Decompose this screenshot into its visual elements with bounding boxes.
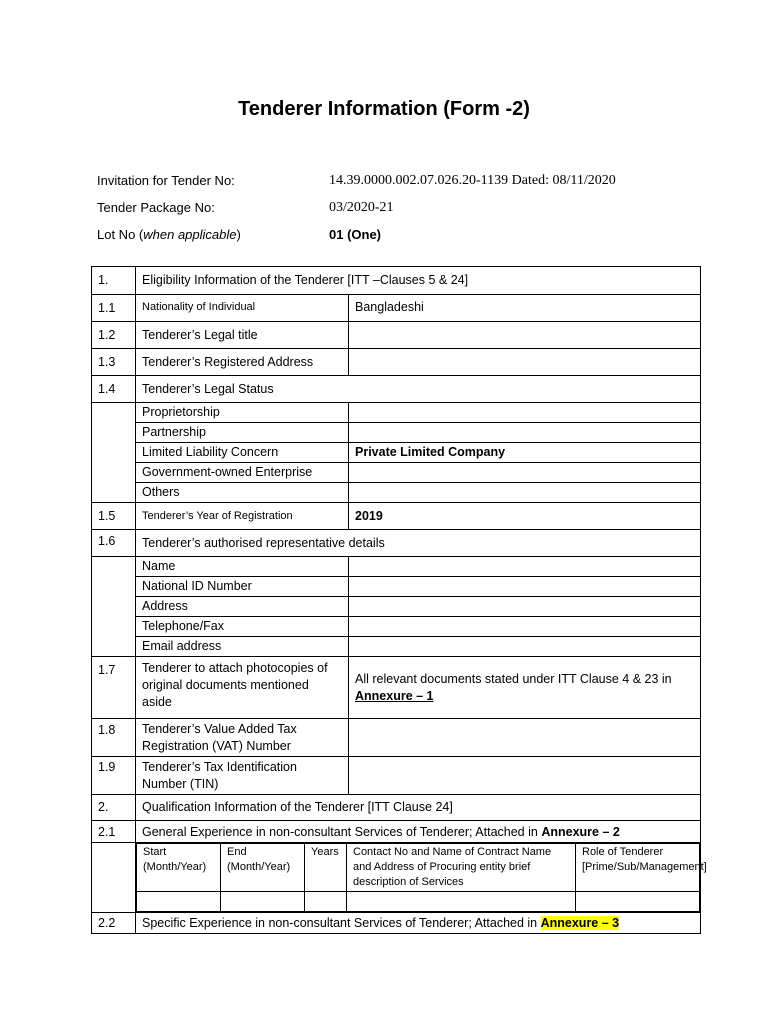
registered-address-label: Tenderer’s Registered Address [136,349,349,376]
experience-table-cell [136,843,707,913]
section-2-title: Qualification Information of the Tenderer [ITT Clause 24] [136,795,701,821]
experience-table [136,843,707,912]
invitation-label: Invitation for Tender No: [97,173,235,188]
page-title: Tenderer Information (Form -2) [238,98,530,120]
row-number: 1.7 [92,657,136,719]
legal-status-label: Tenderer’s Legal Status [136,376,701,403]
vat-value[interactable] [349,719,701,757]
legal-status-value[interactable]: Private Limited Company [349,443,701,463]
lot-label: Lot No (when applicable) [97,227,241,242]
year-registration-value[interactable]: 2019 [349,503,701,530]
legal-status-row [92,483,701,503]
legal-status-value[interactable] [349,483,701,503]
legal-status-value[interactable] [349,463,701,483]
rep-row [92,637,701,657]
experience-cell[interactable] [305,892,347,912]
legal-status-row [92,443,701,463]
row-2-2 [92,913,701,934]
legal-title-label: Tenderer’s Legal title [136,322,349,349]
row-number: 1.3 [92,349,136,376]
row-number: 1.8 [92,719,136,757]
legal-status-row [92,403,701,423]
registered-address-value[interactable] [349,349,701,376]
column-header-contract: Contact No and Name of Contract Name and Address of Procuring entity brief description of Services [347,844,576,892]
experience-empty-row [137,892,700,912]
experience-cell[interactable] [576,892,700,912]
row-1-7 [92,657,701,719]
package-label: Tender Package No: [97,200,215,215]
annexure-3-label: Annexure – 3 [540,916,620,930]
attach-documents-value: All relevant documents stated under ITT Clause 4 & 23 in Annexure – 1 [349,657,701,719]
row-number: 1.6 [92,530,136,557]
rep-field-value[interactable] [349,617,701,637]
specific-experience-label: Specific Experience in non-consultant Services of Tenderer; Attached in Annexure – 3 [136,913,701,934]
column-header-end: End (Month/Year) [221,844,305,892]
package-value: 03/2020-21 [329,200,394,215]
column-header-years: Years [305,844,347,892]
rep-field-label: Address [136,597,349,617]
row-2-1 [92,821,701,843]
year-registration-label: Tenderer’s Year of Registration [136,503,349,530]
rep-field-value[interactable] [349,557,701,577]
experience-cell[interactable] [221,892,305,912]
legal-status-option: Proprietorship [136,403,349,423]
experience-cell[interactable] [347,892,576,912]
row-number: 1.2 [92,322,136,349]
row-1-2 [92,322,701,349]
annexure-1-link[interactable]: Annexure – 1 [355,688,434,703]
legal-status-row [92,463,701,483]
row-1-4 [92,376,701,403]
row-number: 2.1 [92,821,136,843]
rep-row [92,577,701,597]
row-1-8 [92,719,701,757]
rep-field-value[interactable] [349,637,701,657]
section-1-row [92,267,701,295]
rep-row [92,557,701,577]
row-number: 1.4 [92,376,136,403]
row-1-1 [92,295,701,322]
row-1-5 [92,503,701,530]
nationality-value[interactable]: Bangladeshi [349,295,701,322]
section-1-number: 1. [92,267,136,295]
rep-field-value[interactable] [349,577,701,597]
rep-field-label: National ID Number [136,577,349,597]
legal-status-option: Others [136,483,349,503]
section-2-number: 2. [92,795,136,821]
legal-status-option: Government-owned Enterprise [136,463,349,483]
rep-spacer [92,557,136,657]
rep-row [92,617,701,637]
rep-field-label: Telephone/Fax [136,617,349,637]
experience-table-row [92,843,701,913]
row-number: 1.5 [92,503,136,530]
row-number: 1.9 [92,757,136,795]
section-1-title: Eligibility Information of the Tenderer [ITT –Clauses 5 & 24] [136,267,701,295]
legal-status-option: Limited Liability Concern [136,443,349,463]
legal-status-value[interactable] [349,403,701,423]
column-header-start: Start (Month/Year) [137,844,221,892]
row-number: 2.2 [92,913,136,934]
attach-documents-label: Tenderer to attach photocopies of original documents mentioned aside [136,657,349,719]
legal-status-spacer [92,403,136,503]
general-experience-label: General Experience in non-consultant Services of Tenderer; Attached in Annexure – 2 [136,821,701,843]
lot-value: 01 (One) [329,227,382,242]
tin-value[interactable] [349,757,701,795]
rep-row [92,597,701,617]
column-header-role: Role of Tenderer [Prime/Sub/Management] [576,844,700,892]
rep-field-label: Name [136,557,349,577]
experience-header-row [137,844,700,892]
invitation-value: 14.39.0000.002.07.026.20-1139 Dated: 08/11/2020 [329,173,616,188]
tin-label: Tenderer’s Tax Identification Number (TIN) [136,757,349,795]
annexure-2-label: Annexure – 2 [541,825,620,839]
row-1-3 [92,349,701,376]
tenderer-form-table [91,266,707,934]
legal-title-value[interactable] [349,322,701,349]
section-2-row [92,795,701,821]
representative-label: Tenderer’s authorised representative details [136,530,701,557]
experience-spacer [92,843,136,913]
row-1-6 [92,530,701,557]
rep-field-label: Email address [136,637,349,657]
rep-field-value[interactable] [349,597,701,617]
legal-status-value[interactable] [349,423,701,443]
legal-status-row [92,423,701,443]
vat-label: Tenderer’s Value Added Tax Registration (VAT) Number [136,719,349,757]
experience-cell[interactable] [137,892,221,912]
nationality-label: Nationality of Individual [136,295,349,322]
legal-status-option: Partnership [136,423,349,443]
row-number: 1.1 [92,295,136,322]
row-1-9 [92,757,701,795]
